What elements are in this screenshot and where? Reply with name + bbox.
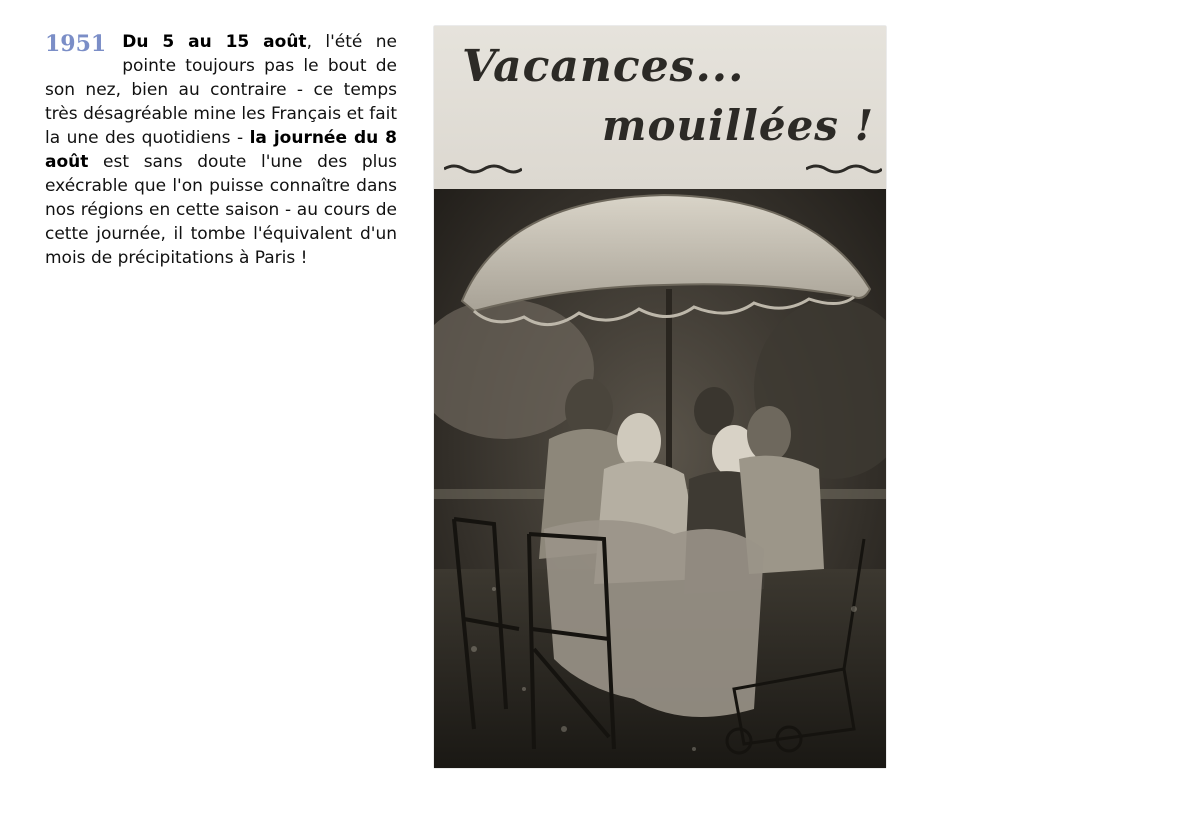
clipping-header xyxy=(434,26,886,189)
key-date-bold: la journée du 8 août xyxy=(45,128,398,172)
wave-ornament-right xyxy=(806,161,882,175)
newspaper-clipping xyxy=(434,26,886,768)
article-text xyxy=(45,30,397,270)
date-range-bold: Du 5 au 15 août xyxy=(122,32,307,52)
family-under-umbrella-photo xyxy=(434,189,886,768)
headline-line-2: mouillées ! xyxy=(602,101,875,150)
article-body-2: est sans doute l'une des plus exécrable que l'on puisse connaître dans nos régions en cette saison - au cours de cette journée, il tombe l'équivalent d'un mois de précipitations à Paris ! xyxy=(45,152,397,268)
year-label: 1951 xyxy=(45,31,107,57)
wave-ornament-left xyxy=(444,161,522,175)
article-body-1: , l'été ne pointe toujours pas le bout de son nez, bien au contraire - ce temps très désagréable mine les Français et fait la une des quotidiens - xyxy=(45,32,397,148)
headline-line-1: Vacances... xyxy=(462,41,745,92)
